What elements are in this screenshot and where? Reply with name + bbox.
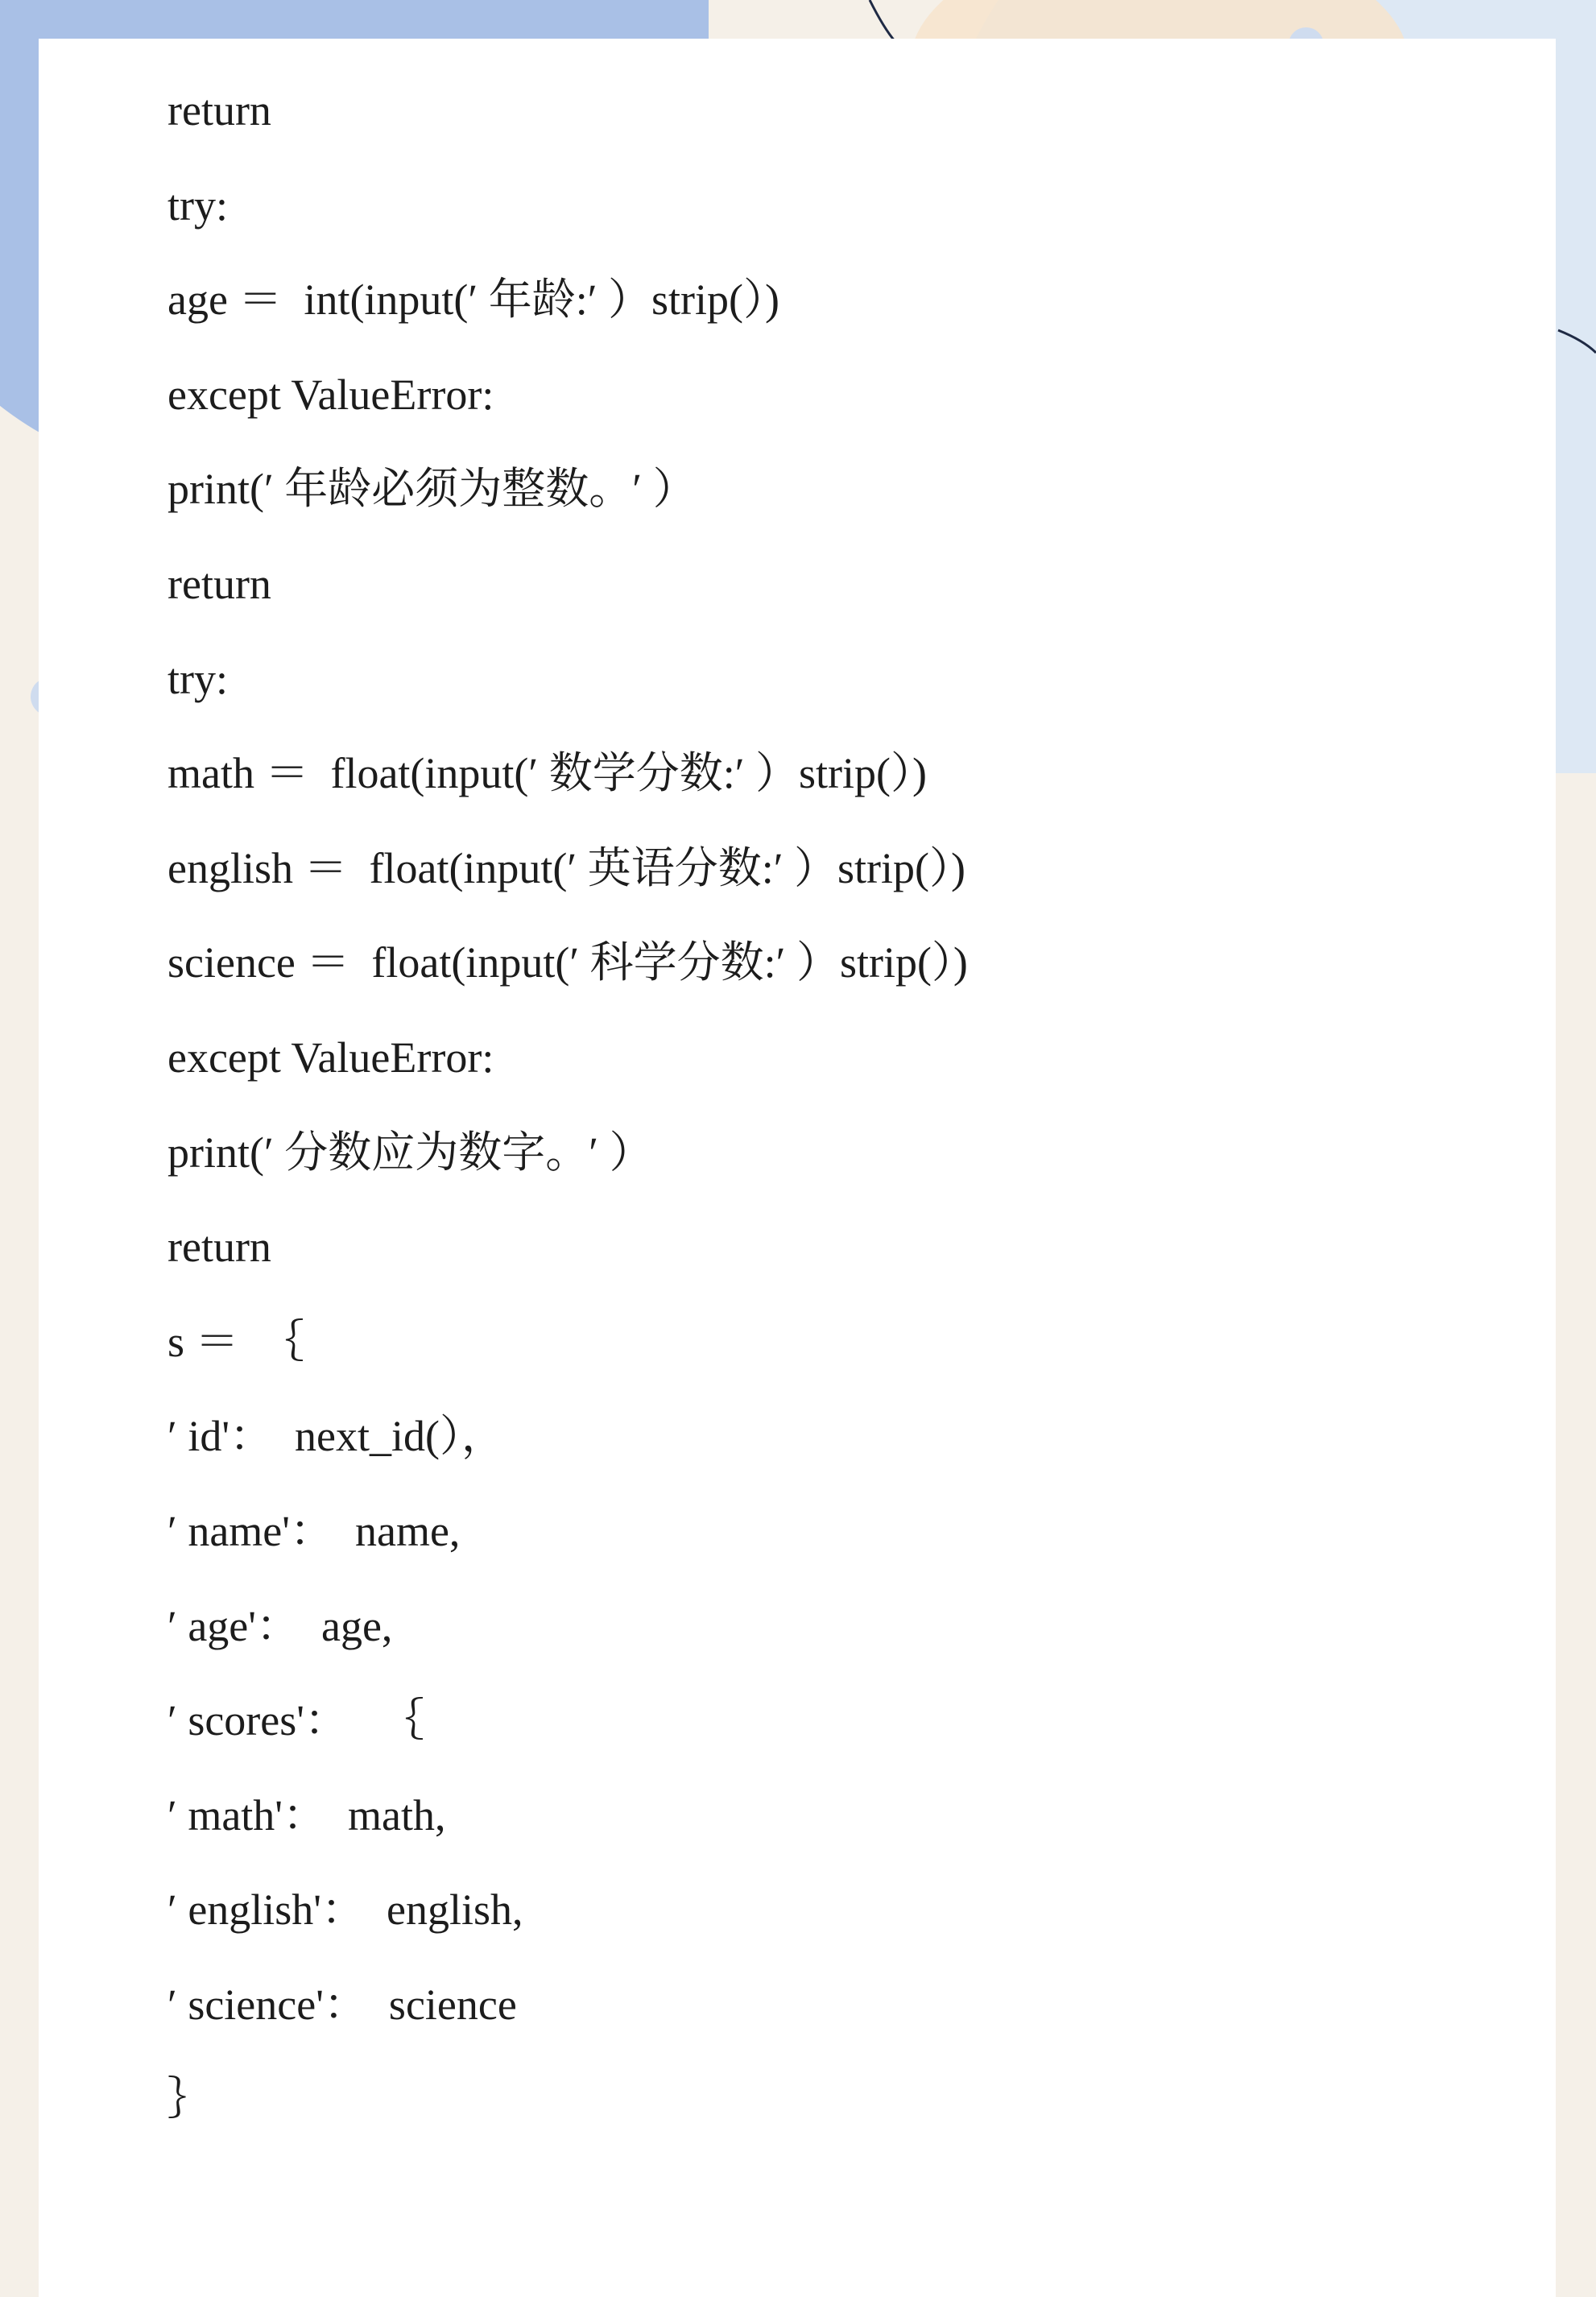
code-listing	[167, 86, 1456, 2172]
code-line: ′ name'： name,	[167, 1506, 461, 1555]
code-line: return	[167, 1223, 271, 1272]
code-line: except ValueError:	[167, 1033, 494, 1082]
code-line: ′ english'： english,	[167, 1885, 523, 1935]
code-line: except ValueError:	[167, 370, 494, 419]
code-line: math ＝ float(input(′ 数学分数:′ ）strip(）)	[167, 749, 927, 798]
code-line: print(′ 分数应为数字。′ ）	[167, 1128, 653, 1177]
code-line: english ＝ float(input(′ 英语分数:′ ）strip(）)	[167, 843, 966, 892]
code-line: s ＝ ｛	[167, 1317, 304, 1366]
code-line: ′ math'： math,	[167, 1790, 446, 1840]
code-line: ′ science'： science	[167, 1980, 517, 2029]
code-line: print(′ 年龄必须为整数。′ ）	[167, 465, 697, 514]
code-line: return	[167, 86, 271, 135]
code-line: ′ age'： age,	[167, 1601, 393, 1650]
code-line: ｝	[167, 2075, 211, 2124]
code-line: science ＝ float(input(′ 科学分数:′ ）strip(）)	[167, 938, 968, 987]
code-line: ′ id'： next_id(），	[167, 1412, 506, 1461]
code-line: age ＝ int(input(′ 年龄:′ ）strip(）)	[167, 275, 780, 325]
code-line: return	[167, 559, 271, 608]
code-line: try:	[167, 654, 228, 703]
code-line: ′ scores'： ｛	[167, 1696, 424, 1745]
code-line: try:	[167, 180, 228, 230]
